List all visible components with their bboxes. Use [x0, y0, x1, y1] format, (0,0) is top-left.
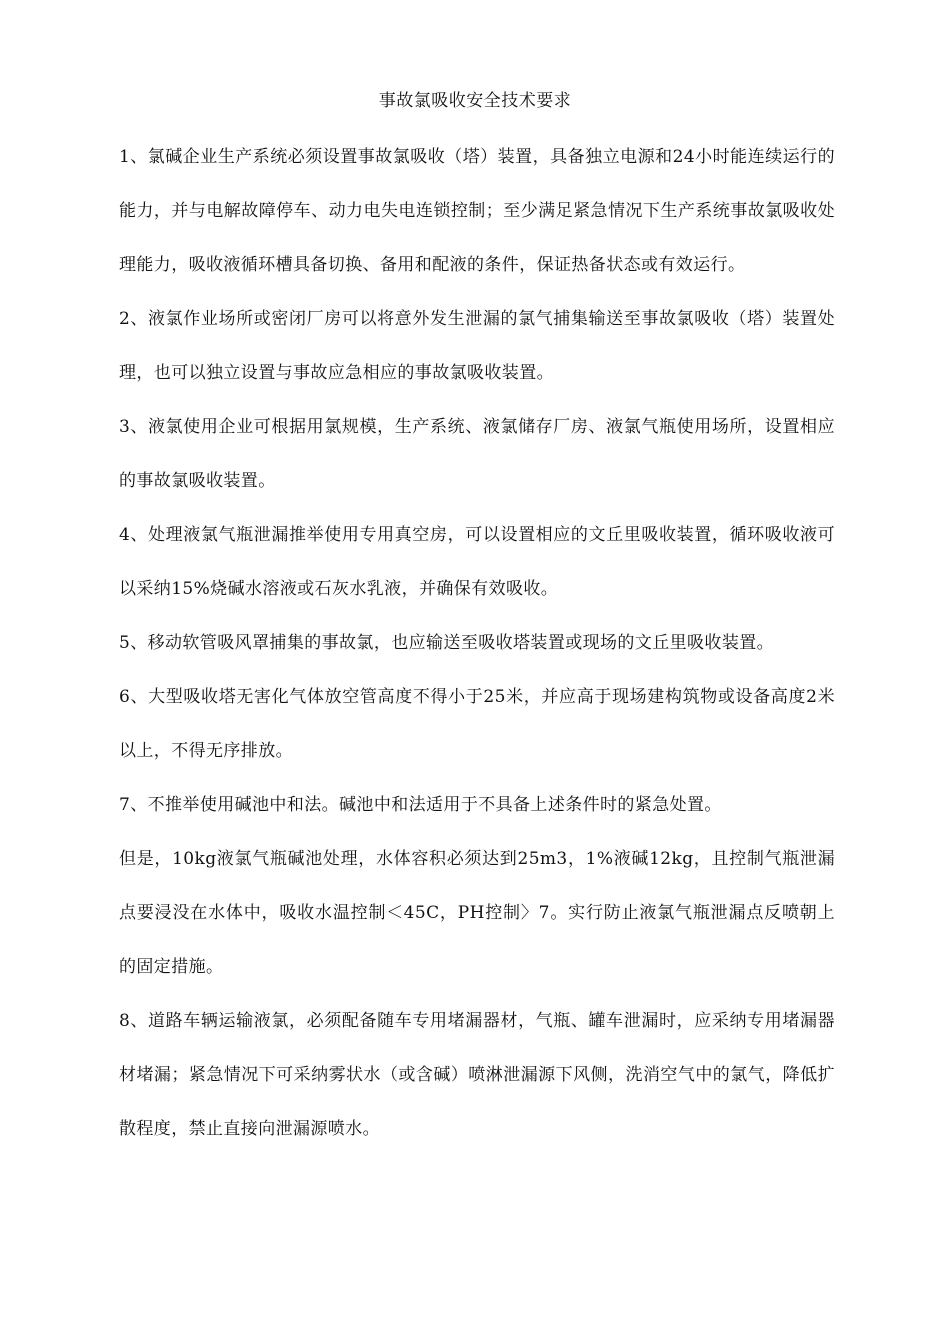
- paragraph-3: 3、液氯使用企业可根据用氯规模，生产系统、液氯储存厂房、液氯气瓶使用场所，设置相应的事故氯吸收装置。: [119, 417, 835, 491]
- paragraph-1: 1、氯碱企业生产系统必须设置事故氯吸收（塔）装置，具备独立电源和24小时能连续运行的能力，并与电解故障停车、动力电失电连锁控制；至少满足紧急情况下生产系统事故氯吸收处理能力，吸收液循环槽具备切换、备用和配液的条件，保证热备状态或有效运行。: [119, 147, 835, 275]
- paragraph-7-continued: 但是，10kg液氯气瓶碱池处理，水体容积必须达到25m3，1%液碱12kg，且控制气瓶泄漏点要浸没在水体中，吸收水温控制＜45C，PH控制〉7。实行防止液氯气瓶泄漏点反喷朝上的固定措施。: [119, 849, 835, 977]
- paragraph-7: 7、不推举使用碱池中和法。碱池中和法适用于不具备上述条件时的紧急处置。: [119, 795, 722, 815]
- document-body: [119, 130, 835, 1156]
- document-title: 事故氯吸收安全技术要求: [378, 91, 572, 111]
- paragraph-6: 6、大型吸收塔无害化气体放空管高度不得小于25米，并应高于现场建构筑物或设备高度2米以上，不得无序排放。: [119, 687, 835, 761]
- paragraph-2: 2、液氯作业场所或密闭厂房可以将意外发生泄漏的氯气捕集输送至事故氯吸收（塔）装置处理，也可以独立设置与事故应急相应的事故氯吸收装置。: [119, 309, 835, 383]
- paragraph-5: 5、移动软管吸风罩捕集的事故氯，也应输送至吸收塔装置或现场的文丘里吸收装置。: [119, 633, 775, 653]
- paragraph-8: 8、道路车辆运输液氯，必须配备随车专用堵漏器材，气瓶、罐车泄漏时，应采纳专用堵漏器材堵漏；紧急情况下可采纳雾状水（或含碱）喷淋泄漏源下风侧，洗消空气中的氯气，降低扩散程度，禁止直接向泄漏源喷水。: [119, 1011, 835, 1139]
- paragraph-4: 4、处理液氯气瓶泄漏推举使用专用真空房，可以设置相应的文丘里吸收装置，循环吸收液可以采纳15%烧碱水溶液或石灰水乳液，并确保有效吸收。: [119, 525, 835, 599]
